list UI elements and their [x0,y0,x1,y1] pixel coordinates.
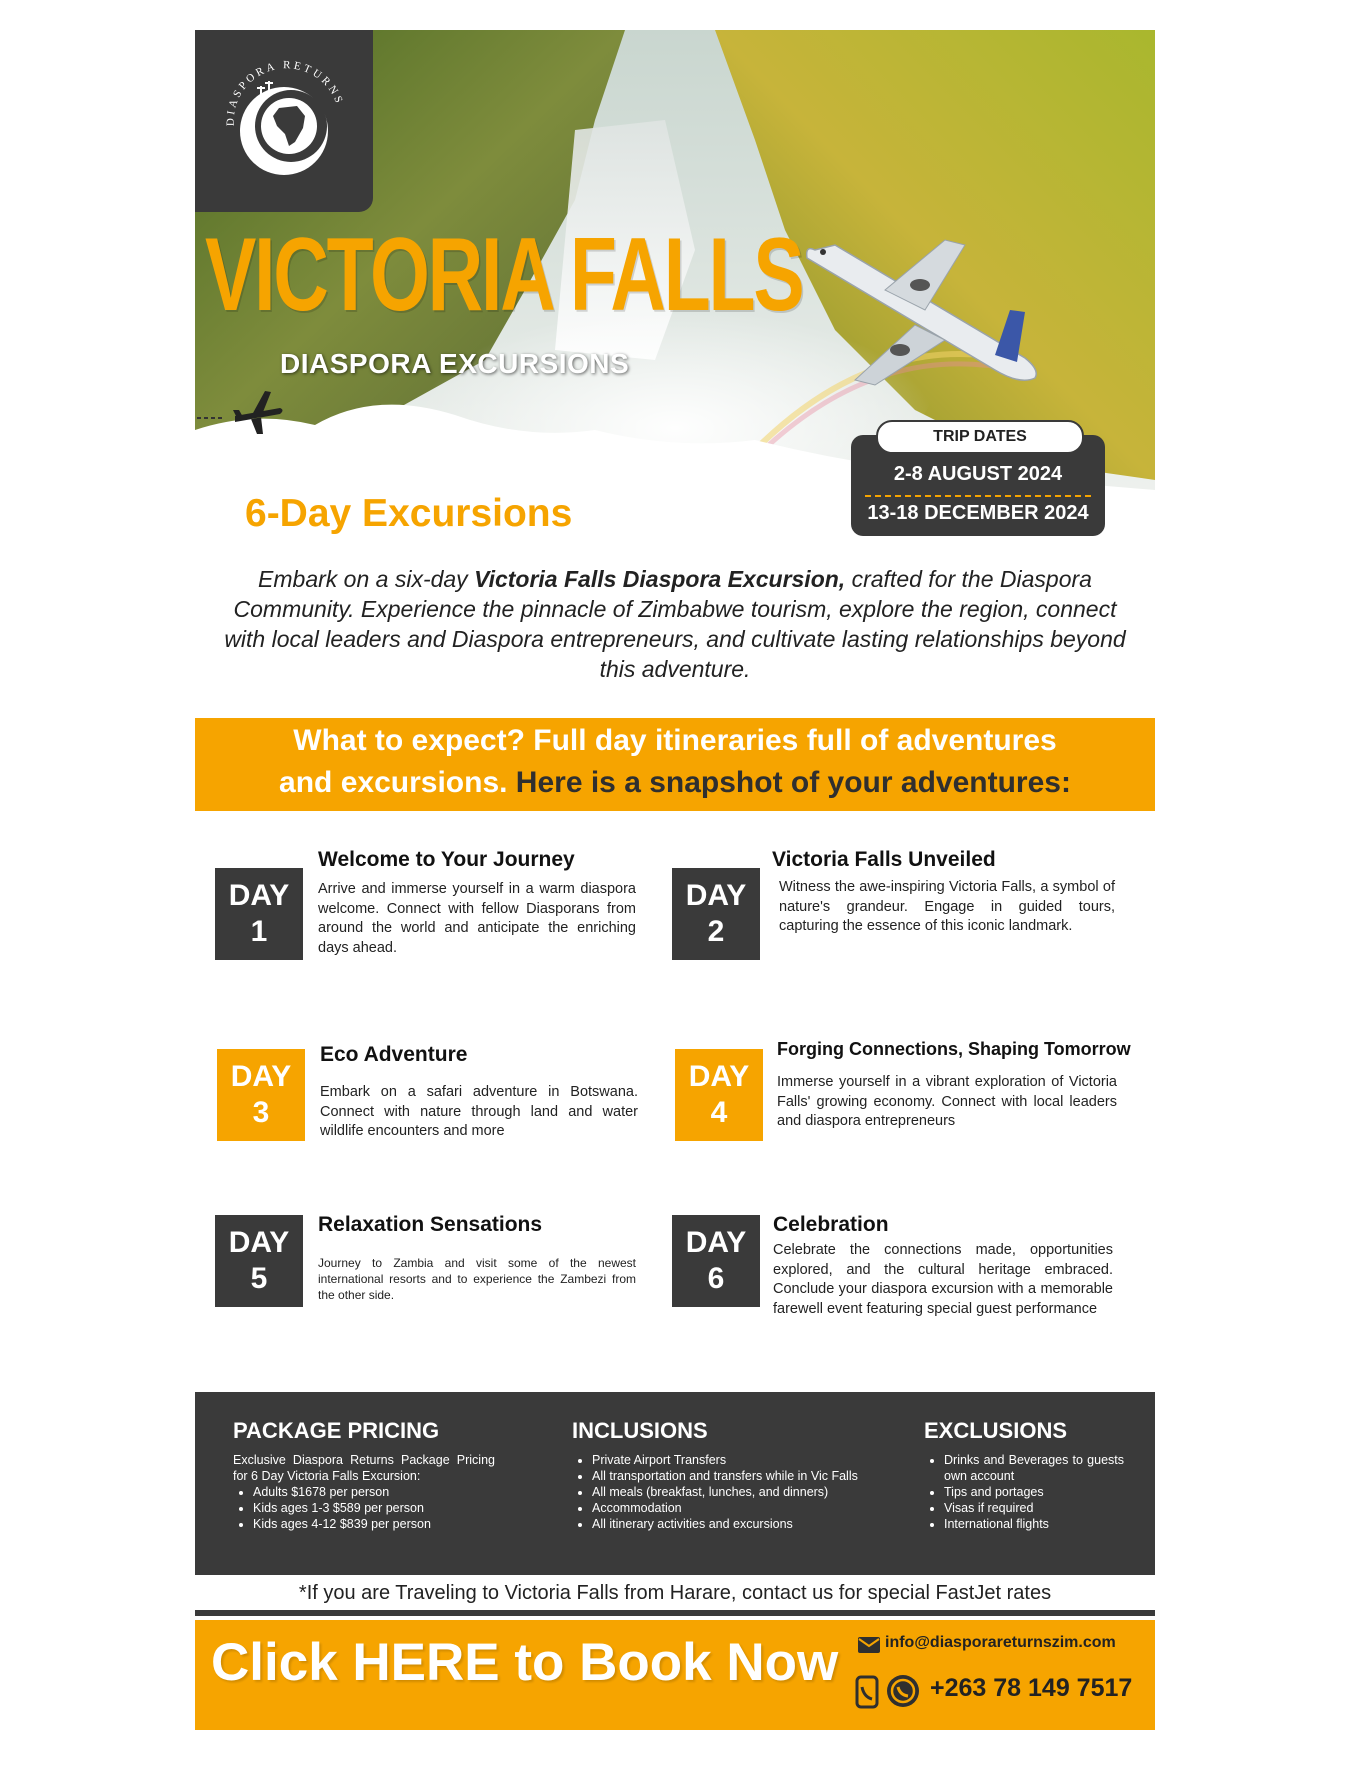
day-label: DAY [685,1226,747,1259]
airplane-icon [795,230,1055,400]
day-2-description: Witness the awe-inspiring Victoria Falls, a symbol of nature's grandeur. Engage in guided tours, capturing the essence of this iconic landmark. [779,879,1115,934]
intro-paragraph [215,564,1135,684]
day-number: 4 [710,1096,728,1129]
day-2-badge [672,868,760,960]
day-2-title: Victoria Falls Unveiled [772,848,996,871]
day-label: DAY [228,1226,290,1259]
list-item: • Adults $1678 per person [253,1484,495,1500]
inclusions-column [572,1418,892,1532]
day-number: 3 [252,1096,270,1129]
banner-line-2 [195,766,1155,800]
day-label: DAY [228,879,290,912]
day-number: 2 [707,915,725,948]
list-item: • Accommodation [592,1500,892,1516]
intro-text-2: crafted for the Diaspora Community. Experience the pinnacle of Zimbabwe tourism, explore the region, connect with local leaders and Diaspora entrepreneurs, and cultivate lasting relationships beyond this adventure. [224,566,1126,682]
trip-dates-box [851,428,1105,536]
pricing-column [233,1418,495,1532]
exclusions-list [924,1452,1124,1532]
book-now-button[interactable]: Click HERE to Book Now [211,1633,839,1692]
trip-date-2: 13-18 DECEMBER 2024 [867,502,1089,524]
list-item: • Kids ages 1-3 $589 per person [253,1500,495,1516]
day-5-badge [215,1215,303,1307]
exclusions-title: EXCLUSIONS [924,1418,1068,1443]
intro-text-1: Embark on a six-day [258,566,475,592]
day-label: DAY [685,879,747,912]
date-divider [865,495,1091,497]
inclusions-title: INCLUSIONS [572,1418,708,1443]
exclusions-column [924,1418,1124,1532]
fastjet-note: *If you are Traveling to Victoria Falls from Harare, contact us for special FastJet rates [298,1582,1052,1604]
day-6-description: Celebrate the connections made, opportunities explored, and the cultural heritage embraced. Conclude your diaspora excursion with a memorable farewell event featuring special guest performance [773,1242,1113,1317]
list-item: • Drinks and Beverages to guests own account [944,1452,1124,1484]
banner-line-2-dark: Here is a snapshot of your adventures: [507,766,1071,799]
day-3-description: Embark on a safari adventure in Botswana. Connect with nature through land and water wildlife encounters and more [320,1084,638,1139]
day-6-title: Celebration [773,1213,889,1236]
africa-logo-icon [209,46,359,196]
list-item: • Kids ages 4-12 $839 per person [253,1516,495,1532]
flyer [195,30,1155,1702]
intro-text-bold: Victoria Falls Diaspora Excursion, [474,566,846,592]
email-link[interactable]: info@diasporareturnszim.com [885,1634,1116,1651]
day-1-description: Arrive and immerse yourself in a warm diaspora welcome. Connect with fellow Diasporans from around the world and anticipate the enriching days ahead. [318,881,636,956]
pricing-title: PACKAGE PRICING [233,1418,440,1443]
list-item: • International flights [944,1516,1124,1532]
list-item: • All meals (breakfast, lunches, and dinners) [592,1484,892,1500]
trip-dates-label: TRIP DATES [876,420,1084,454]
pricing-intro: Exclusive Diaspora Returns Package Pricing for 6 Day Victoria Falls Excursion: [233,1453,495,1483]
day-1-title: Welcome to Your Journey [318,848,575,871]
day-5-description: Journey to Zambia and visit some of the newest international resorts and to experience the Zambezi from the other side. [318,1256,636,1302]
day-3-badge [217,1049,305,1141]
excursions-title: 6-Day Excursions [245,492,573,535]
hero-title: VICTORIA FALLS [205,217,803,333]
svg-text:DIASPORA RETURNS: DIASPORA RETURNS [224,59,346,127]
list-item: • Tips and portages [944,1484,1124,1500]
section-divider [195,1610,1155,1616]
trip-date-1: 2-8 AUGUST 2024 [893,463,1063,485]
day-5-title: Relaxation Sensations [318,1213,543,1236]
logo-badge [195,30,373,212]
day-4-title: Forging Connections, Shaping Tomorrow [777,1039,1131,1059]
day-number: 6 [707,1262,725,1295]
day-4-badge [675,1049,763,1141]
list-item: • All itinerary activities and excursions [592,1516,892,1532]
banner-line-2-white: and excursions. [279,766,508,799]
day-number: 5 [250,1262,268,1295]
day-6-badge [672,1215,760,1307]
hero-subtitle: DIASPORA EXCURSIONS [280,348,630,379]
banner-line-1: What to expect? Full day itineraries full of adventures [293,724,1057,757]
day-4-description: Immerse yourself in a vibrant exploration of Victoria Falls' growing economy. Connect with local leaders and diaspora entrepreneurs [777,1074,1117,1129]
small-airplane-icon [195,386,285,436]
email-icon [857,1636,881,1654]
phone-number[interactable]: +263 78 149 7517 [930,1674,1133,1702]
expect-banner [195,718,1155,811]
day-label: DAY [230,1060,292,1093]
hero-section [195,30,1155,540]
inclusions-list [572,1452,892,1532]
list-item: • Visas if required [944,1500,1124,1516]
pricing-list [233,1484,495,1532]
phone-whatsapp-icon [855,1673,923,1709]
day-label: DAY [688,1060,750,1093]
day-number: 1 [250,915,268,948]
list-item: • All transportation and transfers while in Vic Falls [592,1468,892,1484]
list-item: • Private Airport Transfers [592,1452,892,1468]
day-3-title: Eco Adventure [320,1043,468,1066]
package-info-section [195,1392,1155,1575]
booking-bar [195,1620,1155,1730]
day-1-badge [215,868,303,960]
